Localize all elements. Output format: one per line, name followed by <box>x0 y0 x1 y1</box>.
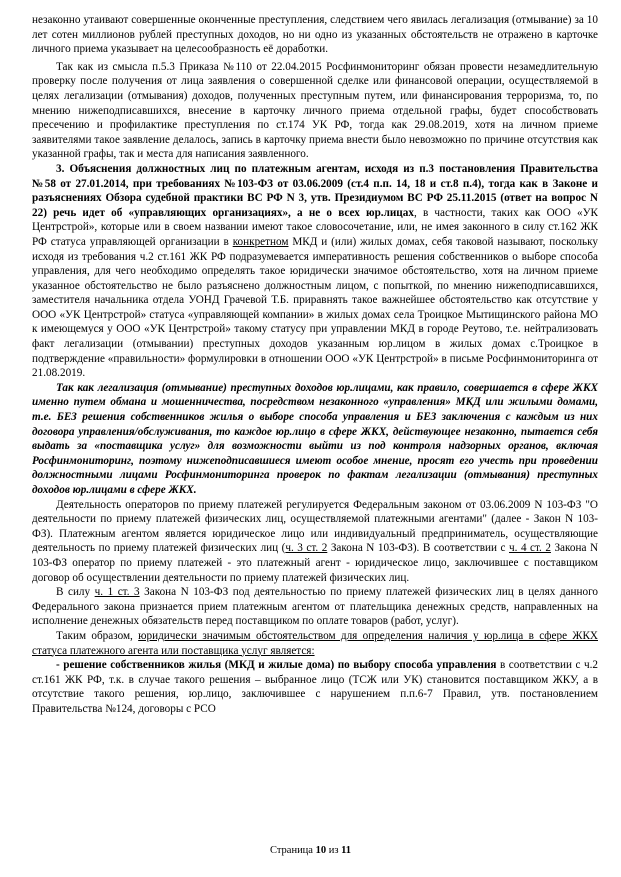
link-konkretnom[interactable]: конкретном <box>232 235 289 248</box>
paragraph-7-underlined: юридически значимым обстоятельством для определения наличия у юр.лица в сфере ЖКХ статуса платежного агента или поставщика услуг является: <box>32 629 598 657</box>
footer-prefix: Страница <box>269 845 316 856</box>
paragraph-5 <box>32 498 598 586</box>
paragraph-5-text-b: Закона N 103-ФЗ). В соответствии с <box>327 542 510 555</box>
footer-page-number: 10 <box>315 845 327 856</box>
paragraph-8 <box>32 658 598 716</box>
link-ch1-st3[interactable]: ч. 1 ст. 3 <box>94 586 140 599</box>
footer-total-pages: 11 <box>341 845 352 856</box>
link-ch4-st2[interactable]: ч. 4 ст. 2 <box>509 542 551 555</box>
paragraph-8-bold: - решение собственников жилья (МКД и жилые дома) по выбору способа управления <box>56 659 497 672</box>
paragraph-3-text-a: , в частности, таких как ООО «УК Центрстрой», которые или в своем названии имеют такое словосочетание, или, не имея законного в силу ст.162 ЖК РФ статуса управляющей организации в <box>32 206 599 248</box>
paragraph-7 <box>32 629 598 658</box>
paragraph-8-text: в соответствии с ч.2 ст.161 ЖК РФ, т.к. в случае такого решения – выбранное лицо (ТСЖ или УК) становится поставщиком ЖКУ, а в отсутствие такого решения, юр.лицо, заключившее с нарушением п.п.6-7 Правил, утв. постановлением Правительства №124, договоры с РСО <box>32 659 598 715</box>
paragraph-2-text: Так как из смысла п.5.3 Приказа №110 от 22.04.2015 Росфинмониторинг обязан провести незамедлительную проверку после получения от лица заявления о совершенной сделке или финансовой операции, осуществляемой в целях легализации (отмывания) доходов, полученных преступным путем, или финансирования терроризма, то, по мнению нижеподписавшихся, внесение в карточку личного приема отдельной графы, будет способствовать пресечению и профилактике преступления по ст.174 УК РФ, тогда как 29.08.2019, хотя на личном приеме заявителями такое заявление делалось, запись в карточку приема внести было невозможно по причине отсутствия как указанной графы, так и места для написания заявленного. <box>32 60 598 161</box>
paragraph-1 <box>32 13 598 57</box>
footer-middle: из <box>326 845 342 856</box>
link-ch3-st2[interactable]: ч. 3 ст. 2 <box>285 542 328 555</box>
paragraph-3-text-b: МКД и (или) жилых домах, себя таковой называют, поскольку исходя из требования ч.2 ст.161 ЖК РФ подразумевается императивность решения собственников о выборе способа управления, для чего необходимо определять такое юридически значимое обстоятельство, хотя на личном приеме указанное обстоятельство не было разъяснено должностным лицом, с попыткой, по мнению нижеподписавшихся, заместителя начальника отдела УОНД Грачевой Т.Б. приравнять такое важнейшее обстоятельство как отсутствие у ООО «УК Центрстрой» статуса «управляющей компании» в жилых домах села Троицкое Мытищинского района МО к имеющемуся у ООО «УК Центрстрой» такому статусу при управлении МКД в городе Реутово, т.е. нейтрализовать факт легализации (отмывании) преступных доходов указанным юр.лицом в жилых домах с.Троицкое в подтверждение «правильности» формулировки в отношении ООО «УК Центрстрой» в письме Росфинмониторинга от 21.08.2019. <box>32 235 598 380</box>
paragraph-2 <box>32 60 598 162</box>
paragraph-5-text-a: Деятельность операторов по приему платежей регулируется Федеральным законом от 03.06.2009 N 103-ФЗ "О деятельности по приему платежей физических лиц, осуществляемой платежными агентами" (далее - Закон N 103-ФЗ). Платежным агентом является юридическое лицо или индивидуальный предприниматель, осуществляющие деятельность по приему платежей физических лиц ( <box>32 498 598 555</box>
paragraph-1-text: незаконно утаивают совершенные оконченные преступления, следствием чего явилась легализация (отмывание) за 10 лет сотен миллионов рублей преступных доходов, но ни одно из указанных обстоятельств не отражено в карточке личного приема указывает на целесообразность её доработки. <box>32 14 598 56</box>
page-footer <box>0 845 621 856</box>
paragraph-6-text-a: В силу <box>56 586 95 599</box>
paragraph-5-text-c: Закона N 103-ФЗ оператор по приему платежей - это платежный агент - юридическое лицо, заключившее с поставщиком договор об осуществлении деятельности по приему платежей физических лиц. <box>32 542 599 584</box>
paragraph-7-text-a: Таким образом, <box>56 629 139 642</box>
paragraph-3 <box>32 162 598 381</box>
paragraph-6-text-b: Закона N 103-ФЗ под деятельностью по приему платежей физических лиц в целях данного Федерального закона признается прием платежным агентом от плательщика денежных средств, направленных на исполнение денежных обязательств перед поставщиком по оплате товаров (работ, услуг). <box>32 586 599 628</box>
paragraph-4 <box>32 381 598 498</box>
paragraph-6 <box>32 585 598 629</box>
section-3-heading: 3. Объяснения должностных лиц по платежным агентам, исходя из п.3 постановления Правительства №58 от 27.01.2014, при требованиях №103-ФЗ от 03.06.2009 (ст.4 п.п. 14, 18 и ст.8 п.4), тогда как в Законе и разъяснениях Обзора судебной практики ВС РФ N 3, утв. Президиумом ВС РФ 25.11.2015 (ответ на вопрос N 22) речь идет об «управляющих организациях», а не о всех юр.лицах <box>32 162 598 219</box>
paragraph-4-text: Так как легализация (отмывание) преступных доходов юр.лицами, как правило, совершается в сфере ЖКХ именно путем обмана и мошенничества, посредством незаконного «управления» МКД или жилыми домами, т.е. БЕЗ решения собственников жилья о выборе способа управления и БЕЗ заключения с каждым из них договора управления/обслуживания, то каждое юр.лицо в сфере ЖКХ, действующее незаконно, пытается себя выдать за «поставщика услуг» для возможности выйти из под контроля надзорных органов, включая Росфинмониторинг, поэтому нижеподписавшиеся имеют особое мнение, просят его учесть при проведении должностными лицами Росфинмониторинга проверок по фактам легализации (отмывания) преступных доходов юр.лицами в сфере ЖКХ. <box>32 381 598 496</box>
document-body <box>32 13 598 717</box>
